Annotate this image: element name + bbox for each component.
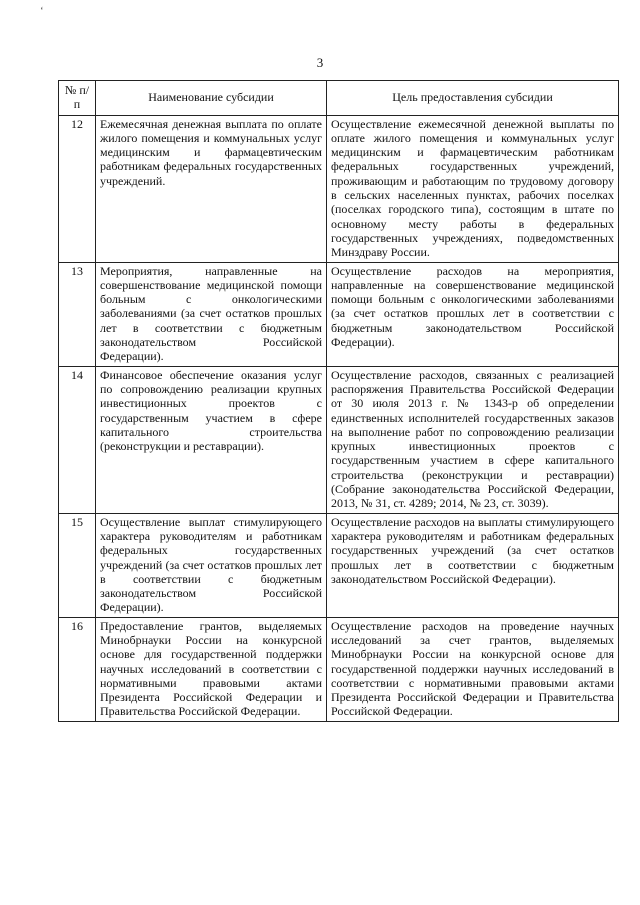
- row-subsidy-goal: Осуществление расходов на проведение научных исследований за счет грантов, выделяемых Минобрнауки России на конкурсной основе для государственной поддержки научных исследований в соответствии с нормативными правовыми актами Президента Российской Федерации и Правительства Российской Федерации.: [327, 617, 619, 721]
- row-subsidy-goal: Осуществление расходов, связанных с реализацией распоряжения Правительства Российской Федерации от 30 июля 2013 г. № 1343-р об определении единственных исполнителей государственных заказов на выполнение работ по сопровождению реализации крупных инвестиционных проектов с государственным участием в сфере капитального строительства (реконструкции и реставрации) (Собрание законодательства Российской Федерации, 2013, № 31, ст. 4289; 2014, № 23, ст. 3039).: [327, 366, 619, 513]
- table-header-row: [59, 81, 619, 116]
- row-subsidy-name: Ежемесячная денежная выплата по оплате жилого помещения и коммунальных услуг медицинским и фармацевтическим работникам федеральных государственных учреждений.: [96, 115, 327, 262]
- row-num: 16: [59, 617, 96, 721]
- row-num: 12: [59, 115, 96, 262]
- header-goal: Цель предоставления субсидии: [327, 81, 619, 116]
- header-num: № п/п: [59, 81, 96, 116]
- row-subsidy-name: Мероприятия, направленные на совершенствование медицинской помощи больным с онкологическими заболеваниями (за счет остатков прошлых лет в соответствии с бюджетным законодательством Российской Федерации).: [96, 262, 327, 366]
- table-row: [59, 262, 619, 366]
- row-subsidy-goal: Осуществление расходов на мероприятия, направленные на совершенствование медицинской помощи больным с онкологическими заболеваниями (за счет остатков прошлых лет в соответствии с бюджетным законодательством Российской Федерации).: [327, 262, 619, 366]
- row-num: 15: [59, 513, 96, 617]
- row-subsidy-goal: Осуществление ежемесячной денежной выплаты по оплате жилого помещения и коммунальных услуг медицинским и фармацевтическим работникам федеральных государственных учреждений, проживающим и работающим по трудовому договору в сельских населенных пунктах, рабочих поселках (поселках городского типа), состоящим в штате по основному месту работы в федеральных государственных учреждениях, подведомственных Минздраву России.: [327, 115, 619, 262]
- header-name: Наименование субсидии: [96, 81, 327, 116]
- subsidy-table: [58, 80, 619, 722]
- row-num: 14: [59, 366, 96, 513]
- row-subsidy-goal: Осуществление расходов на выплаты стимулирующего характера руководителям и работникам федеральных государственных учреждений (за счет остатков прошлых лет в соответствии с бюджетным законодательством Российской Федерации).: [327, 513, 619, 617]
- row-subsidy-name: Предоставление грантов, выделяемых Минобрнауки России на конкурсной основе для государственной поддержки научных исследований в соответствии с нормативными правовыми актами Президента Российской Федерации и Правительства Российской Федерации.: [96, 617, 327, 721]
- table-row: [59, 617, 619, 721]
- table-row: [59, 115, 619, 262]
- table-row: [59, 513, 619, 617]
- table-row: [59, 366, 619, 513]
- corner-mark: ʻ: [40, 5, 44, 17]
- row-num: 13: [59, 262, 96, 366]
- row-subsidy-name: Осуществление выплат стимулирующего характера руководителям и работникам федеральных государственных учреждений (за счет остатков прошлых лет в соответствии с бюджетным законодательством Российской Федерации).: [96, 513, 327, 617]
- row-subsidy-name: Финансовое обеспечение оказания услуг по сопровождению реализации крупных инвестиционных проектов с государственным участием в сфере капитального строительства (реконструкции и реставрации).: [96, 366, 327, 513]
- page-number: 3: [316, 55, 324, 70]
